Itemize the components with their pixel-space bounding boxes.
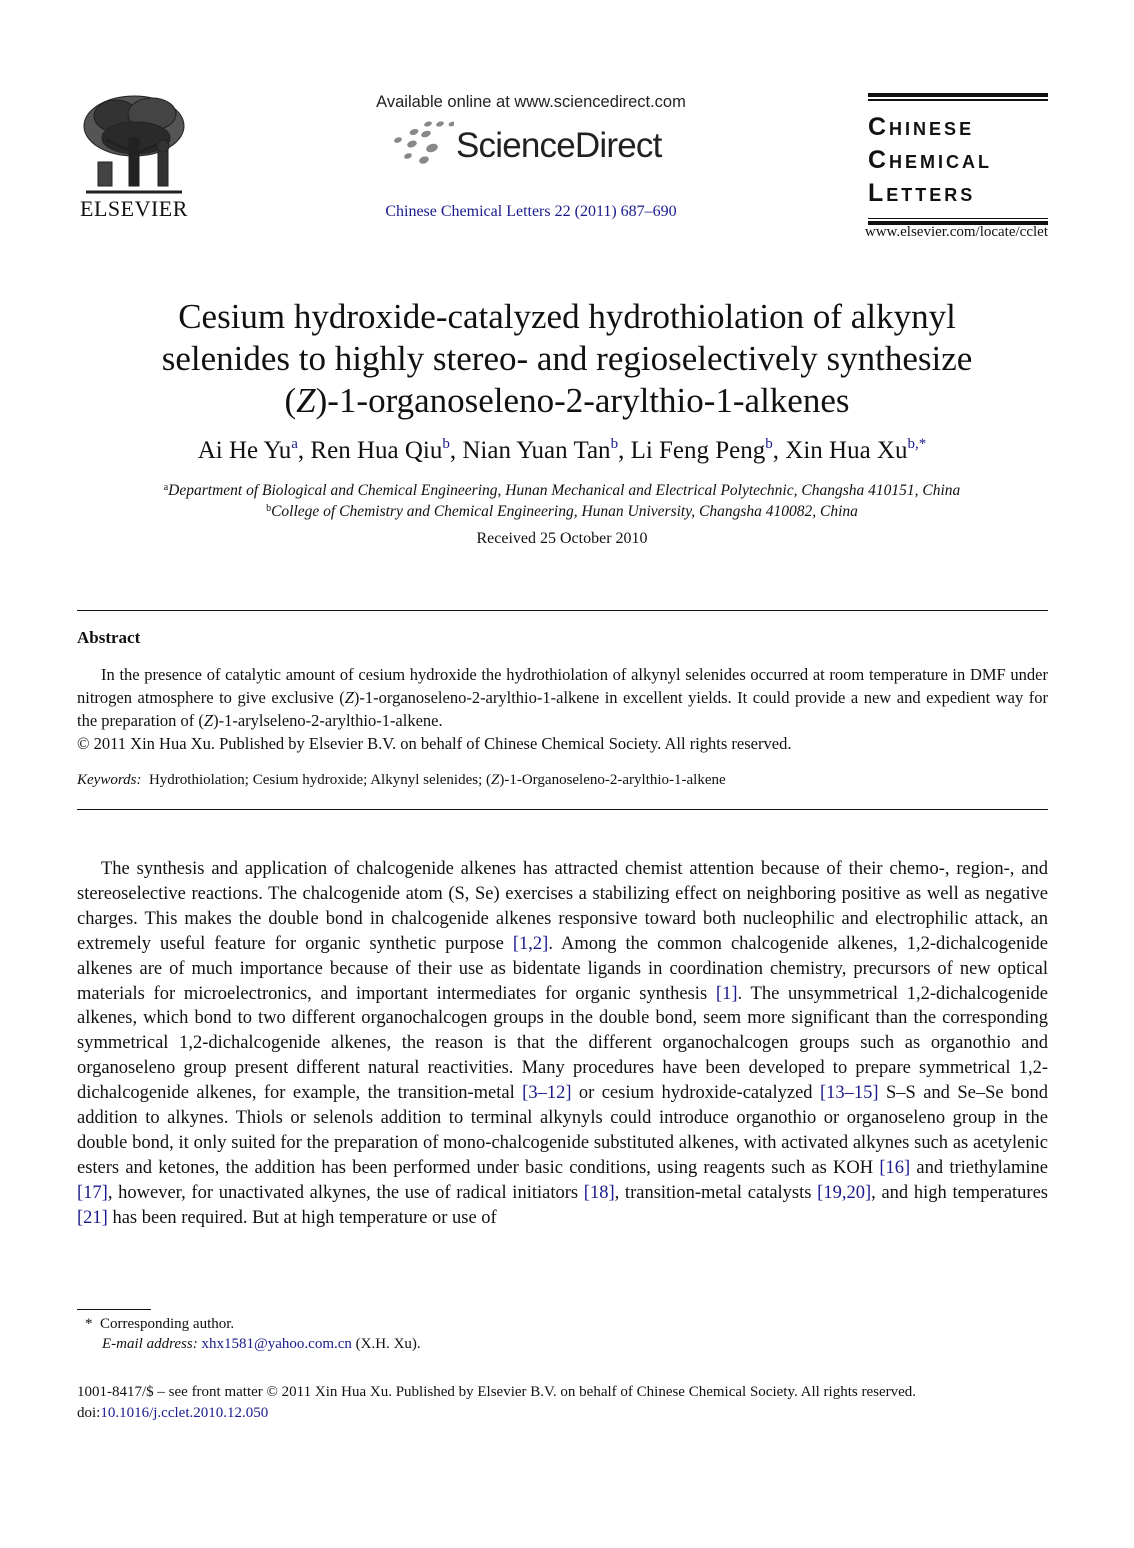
email-owner: (X.H. Xu). bbox=[355, 1336, 421, 1352]
journal-name-line: Chinese bbox=[868, 112, 975, 141]
citation-link[interactable]: [21] bbox=[77, 1207, 108, 1228]
body-text-segment: . Among the common chalcogenide alkenes, 1,2-dichalcogenide alkenes are of much importance because of their use as bidentate ligands in coordination chemistry, precursors of new optical materials for microelectronics, and important intermediates for organic synthesis bbox=[77, 933, 1048, 1004]
email-label: E-mail address: bbox=[102, 1336, 198, 1352]
body-text-segment: The synthesis and application of chalcogenide alkenes has attracted chemist attention because of their chemo-, region-, and stereoselective reactions. The chalcogenide atom (S, Se) exercises a stabilizing effect on neighboring positive as well as negative charges. This makes the double bond in chalcogenide alkenes responsive toward both nucleophilic and electrophilic attack, an extremely useful feature for organic synthetic purpose bbox=[77, 859, 1048, 954]
stereo-descriptor: Z bbox=[344, 688, 354, 707]
stereo-descriptor: Z bbox=[296, 381, 316, 420]
article-title bbox=[110, 296, 1024, 422]
title-line: (Z)-1-organoseleno-2-arylthio-1-alkenes bbox=[284, 381, 850, 420]
body-text-segment: and triethylamine bbox=[910, 1157, 1048, 1178]
keywords-label: Keywords: bbox=[77, 772, 142, 788]
doi-link[interactable]: 10.1016/j.cclet.2010.12.050 bbox=[100, 1405, 269, 1421]
author-list: Ai He Yu$^a$, Ren Hua Qiu$^b$, Nian Yuan Tan$^b$, Li Feng Peng$^b$, Xin Hua $Xu^{b,*}$ bbox=[197, 436, 927, 464]
affiliation-marker[interactable]: b,* bbox=[907, 436, 927, 452]
citation-link[interactable]: [3–12] bbox=[522, 1083, 572, 1104]
stereo-descriptor: Z bbox=[203, 711, 214, 730]
citation-link[interactable]: [16] bbox=[879, 1157, 911, 1178]
abstract-copyright: © 2011 Xin Hua Xu. Published by Elsevier B.V. on behalf of Chinese Chemical Society. All rights reserved. bbox=[77, 734, 792, 753]
keywords-list: Hydrothiolation; Cesium hydroxide; Alkynyl selenides; (Z)-1-Organoseleno-2-arylthio-1-alkene bbox=[148, 772, 726, 788]
affiliation-marker[interactable]: b bbox=[765, 436, 773, 452]
received-date: Received 25 October 2010 bbox=[476, 530, 648, 547]
body-text-segment: , and high temperatures bbox=[871, 1182, 1048, 1203]
issn-line: 1001-8417/$ – see front matter © 2011 Xin Hua Xu. Published by Elsevier B.V. on behalf of Chinese Chemical Society. All rights reserved. bbox=[77, 1384, 917, 1400]
body-text-segment: has been required. But at high temperature or use of bbox=[107, 1207, 497, 1228]
body-text-segment: , however, for unactivated alkynes, the use of radical initiators bbox=[107, 1182, 584, 1203]
masthead-rule bbox=[868, 218, 1048, 220]
affiliation-marker[interactable]: b bbox=[610, 436, 619, 452]
keywords bbox=[77, 772, 1048, 789]
citation-link[interactable]: [13–15] bbox=[819, 1083, 879, 1104]
sciencedirect-wordmark: ScienceDirect bbox=[456, 126, 662, 165]
doi-line bbox=[77, 1403, 1057, 1424]
title-line: selenides to highly stereo- and regioselectively synthesize bbox=[161, 339, 973, 378]
email-link[interactable]: xhx1581@yahoo.com.cn bbox=[201, 1336, 352, 1352]
affiliation bbox=[80, 482, 1044, 500]
affiliation-mark: a bbox=[163, 482, 169, 493]
affiliation-marker[interactable]: b bbox=[442, 436, 450, 452]
available-online-text: Available online at www.sciencedirect.com bbox=[376, 93, 686, 111]
doi-label: doi: bbox=[77, 1405, 101, 1421]
abstract-heading: Abstract bbox=[77, 628, 141, 647]
journal-name-line: Letters bbox=[868, 178, 976, 207]
abstract-text: In the presence of catalytic amount of cesium hydroxide the hydrothiolation of alkynyl selenides occurred at room temperature in DMF under nitrogen atmosphere to give exclusive (Z)-1-organoseleno-2-arylthio-1-alkene in excellent yields. It could provide a new and expedient way for the preparation of (Z)-1-arylseleno-2-arylthio-1-alkene. bbox=[77, 665, 1049, 730]
front-matter bbox=[77, 1382, 1057, 1424]
sciencedirect-dots-icon bbox=[388, 120, 454, 168]
sciencedirect-logo[interactable] bbox=[388, 120, 688, 170]
footnote-email bbox=[102, 1336, 421, 1353]
divider bbox=[77, 610, 1048, 611]
body-text-segment: or cesium hydroxide-catalyzed bbox=[571, 1083, 820, 1104]
footnote-rule bbox=[77, 1309, 151, 1310]
affiliation-marker[interactable]: a bbox=[291, 436, 298, 452]
affiliation-mark: b bbox=[266, 503, 272, 514]
citation-link[interactable]: [19,20] bbox=[817, 1182, 872, 1203]
masthead-rule bbox=[868, 93, 1048, 97]
citation-link[interactable]: [1,2] bbox=[512, 933, 549, 954]
publisher-name: ELSEVIER bbox=[80, 196, 188, 221]
citation-link[interactable]: [1] bbox=[715, 983, 738, 1004]
footnote-star: * bbox=[85, 1316, 93, 1332]
corresponding-author-label: Corresponding author. bbox=[100, 1316, 235, 1332]
journal-masthead bbox=[868, 93, 1048, 225]
body-paragraph bbox=[77, 857, 1048, 1231]
author-name: Ren Hua Qiu bbox=[310, 437, 443, 464]
body-text-segment: . The unsymmetrical 1,2-dichalcogenide alkenes, which bond to two different organochalcogen groups in the double bond, seem more significant than the corresponding symmetrical 1,2-dichalcogenide alkenes, the reason is that the different organochalcogen groups such as organothio and organoseleno group present different natural reactivities. Many procedures have been developed to prepare symmetrical 1,2-dichalcogenide alkenes, for example, the transition-metal bbox=[77, 983, 1048, 1104]
author-name: Xin Hua Xu bbox=[785, 437, 908, 464]
author-name: Ai He Yu bbox=[197, 437, 292, 464]
affiliation-text: Department of Biological and Chemical Engineering, Hunan Mechanical and Electrical Polytechnic, Changsha 410151, China bbox=[168, 482, 961, 499]
elsevier-tree-icon bbox=[76, 92, 192, 198]
journal-name-line: Chemical bbox=[868, 145, 993, 174]
elsevier-logo bbox=[76, 92, 192, 222]
journal-url[interactable]: www.elsevier.com/locate/cclet bbox=[864, 224, 1048, 240]
affiliation bbox=[80, 503, 1044, 521]
stereo-descriptor: Z bbox=[491, 772, 500, 788]
citation-link[interactable]: [18] bbox=[583, 1182, 615, 1203]
author-name: Nian Yuan Tan bbox=[462, 437, 611, 464]
divider bbox=[77, 809, 1048, 810]
citation-link[interactable]: [17] bbox=[77, 1182, 108, 1203]
body-text-segment: S–S and Se–Se bond addition to alkynes. Thiols or selenols addition to terminal alkynyls could introduce organothio or organoseleno group in the double bond, it only suited for the preparation of mono-chalcogenide substituted alkenes, with activated alkynes such as acetylenic esters and ketones, the addition has been performed under basic conditions, using reagents such as KOH bbox=[77, 1083, 1048, 1178]
author-name: Li Feng Peng bbox=[630, 437, 766, 464]
footnote-corresponding bbox=[85, 1316, 234, 1333]
affiliation-text: College of Chemistry and Chemical Engineering, Hunan University, Changsha 410082, China bbox=[271, 503, 858, 520]
body-text-segment: , transition-metal catalysts bbox=[614, 1182, 818, 1203]
title-line: Cesium hydroxide-catalyzed hydrothiolation of alkynyl bbox=[178, 297, 956, 336]
journal-citation-link[interactable]: Chinese Chemical Letters 22 (2011) 687–690 bbox=[385, 203, 677, 220]
